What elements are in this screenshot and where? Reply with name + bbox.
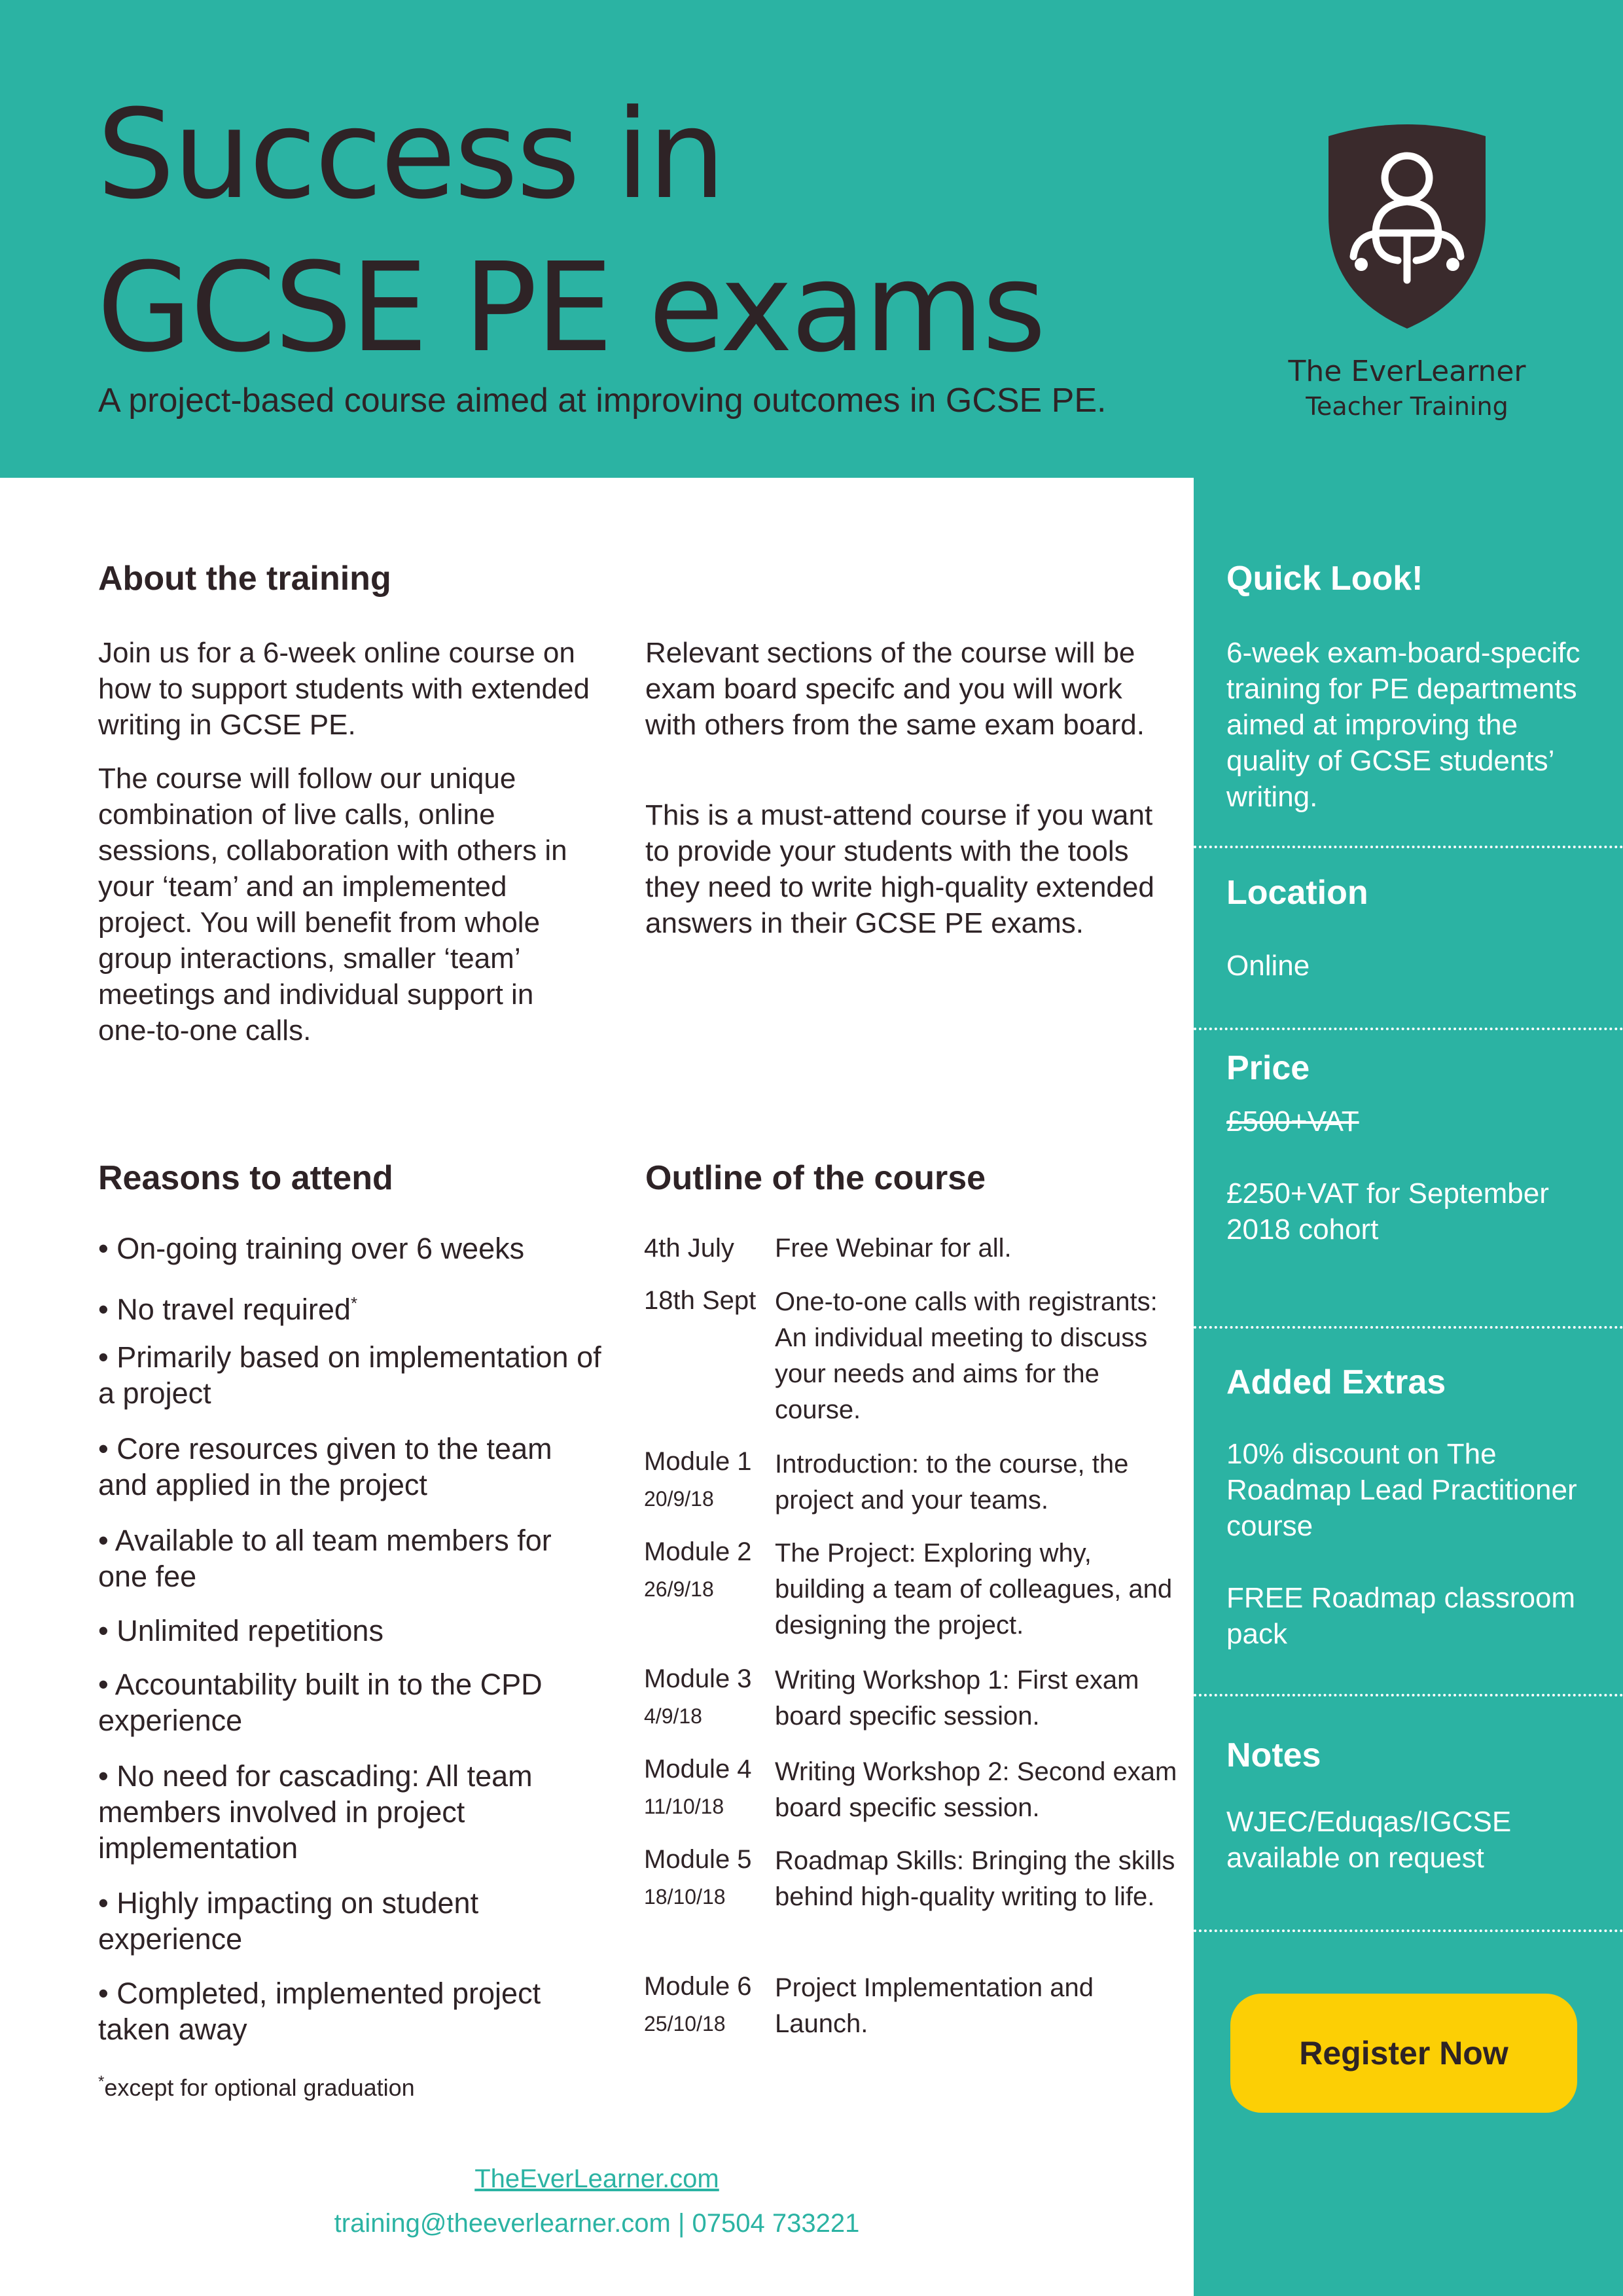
outline-row-description: Writing Workshop 2: Second exam board specific session.: [775, 1757, 1177, 1822]
page-subtitle: A project-based course aimed at improving outcomes in GCSE PE.: [98, 382, 1107, 420]
price-new: £250+VAT for September 2018 cohort: [1226, 1177, 1549, 1246]
footnote: [98, 2066, 415, 2104]
outline-row-label: 18th Sept: [644, 1286, 757, 1315]
footnote-asterisk: *: [98, 2073, 105, 2090]
sidebar-divider: [1194, 1929, 1623, 1932]
reason-item: • Accountability built in to the CPD experience: [98, 1668, 543, 1737]
title-line-1: Success in: [97, 83, 724, 226]
about-paragraph-3: Relevant sections of the course will be exam board specifc and you will work with others from the same exam board.: [645, 637, 1145, 741]
reason-item: • Available to all team members for one fee: [98, 1524, 552, 1593]
footnote-marker: *: [350, 1293, 358, 1313]
location-title: Location: [1226, 874, 1368, 912]
outline-row-description: Writing Workshop 1: First exam board specific session.: [775, 1666, 1139, 1731]
notes-text: WJEC/Eduqas/IGCSE available on request: [1226, 1806, 1512, 1874]
about-heading: About the training: [98, 560, 391, 598]
outline-row-description: Project Implementation and Launch.: [775, 1973, 1094, 2038]
outline-row-label: Module 5: [644, 1845, 752, 1874]
outline-row-date: 11/10/18: [644, 1795, 724, 1818]
outline-row-label: Module 1: [644, 1447, 752, 1476]
sidebar-divider: [1194, 846, 1623, 848]
reason-item: • Highly impacting on student experience: [98, 1886, 479, 1956]
sidebar-divider: [1194, 1326, 1623, 1329]
location-text: Online: [1226, 950, 1310, 982]
outline-row-description: Roadmap Skills: Bringing the skills behind high-quality writing to life.: [775, 1846, 1175, 1911]
everlearner-shield-logo-icon: [1315, 118, 1499, 334]
register-now-button[interactable]: Register Now: [1230, 1994, 1577, 2113]
outline-row-label: Module 3: [644, 1664, 752, 1693]
reason-item: • Core resources given to the team and applied in the project: [98, 1432, 552, 1501]
quick-look-text: 6-week exam-board-specifc training for PE departments aimed at improving the quality of GCSE students’ writing.: [1226, 637, 1580, 813]
about-paragraph-4: This is a must-attend course if you want to provide your students with the tools they need to write high-quality extended answers in their GCSE PE exams.: [645, 799, 1154, 939]
outline-row-description: One-to-one calls with registrants: An individual meeting to discuss your needs and aims for the course.: [775, 1287, 1158, 1424]
reason-item: • Primarily based on implementation of a project: [98, 1340, 601, 1410]
outline-row-label: Module 2: [644, 1537, 752, 1566]
price-title: Price: [1226, 1049, 1310, 1087]
sidebar-divider: [1194, 1028, 1623, 1030]
outline-row-date: 26/9/18: [644, 1577, 714, 1601]
sidebar-divider: [1194, 1694, 1623, 1696]
price-old: £500+VAT: [1226, 1105, 1359, 1138]
logo-name: The EverLearner: [1288, 355, 1526, 388]
reason-item: [98, 1285, 602, 1327]
reason-item: • Completed, implemented project taken away: [98, 1977, 541, 2046]
outline-row-label: Module 4: [644, 1755, 752, 1784]
title-line-2: GCSE PE exams: [97, 236, 1044, 380]
outline-row-date: 4/9/18: [644, 1704, 702, 1728]
footnote-text: except for optional graduation: [104, 2074, 415, 2101]
reason-item-text: • No travel required: [98, 1293, 351, 1326]
outline-row-date: 20/9/18: [644, 1487, 714, 1511]
reason-item: • Unlimited repetitions: [98, 1614, 383, 1647]
outline-row-date: 25/10/18: [644, 2012, 726, 2036]
outline-row-label: 4th July: [644, 1234, 734, 1263]
outline-row-label: Module 6: [644, 1972, 752, 2001]
logo-subtitle: Teacher Training: [1306, 392, 1508, 421]
website-link[interactable]: TheEverLearner.com: [474, 2164, 719, 2193]
about-paragraph-1: Join us for a 6-week online course on how to support students with extended writing in GCSE PE.: [98, 637, 590, 741]
extras-title: Added Extras: [1226, 1363, 1446, 1401]
outline-row-description: Free Webinar for all.: [775, 1234, 1012, 1263]
reason-item: • On-going training over 6 weeks: [98, 1232, 525, 1265]
notes-title: Notes: [1226, 1736, 1321, 1774]
reason-item: • No need for cascading: All team members involved in project implementation: [98, 1759, 533, 1865]
quick-look-title: Quick Look!: [1226, 560, 1423, 598]
about-paragraph-2: The course will follow our unique combination of live calls, online sessions, collaboration with others in your ‘team’ and an implemented project. You will benefit from whole group interactions, smaller ‘team’ meetings and individual support in one-to-one calls.: [98, 762, 567, 1047]
outline-heading: Outline of the course: [645, 1159, 986, 1197]
page-title: [97, 79, 1044, 385]
extras-pack: FREE Roadmap classroom pack: [1226, 1582, 1576, 1650]
extras-discount: 10% discount on The Roadmap Lead Practitioner course: [1226, 1438, 1577, 1542]
contact-line[interactable]: training@theeverlearner.com | 07504 733221: [334, 2209, 860, 2238]
outline-row-date: 18/10/18: [644, 1885, 726, 1909]
outline-row-description: Introduction: to the course, the project and your teams.: [775, 1450, 1129, 1515]
outline-row-description: The Project: Exploring why, building a team of colleagues, and designing the project.: [775, 1539, 1173, 1640]
reasons-heading: Reasons to attend: [98, 1159, 393, 1197]
